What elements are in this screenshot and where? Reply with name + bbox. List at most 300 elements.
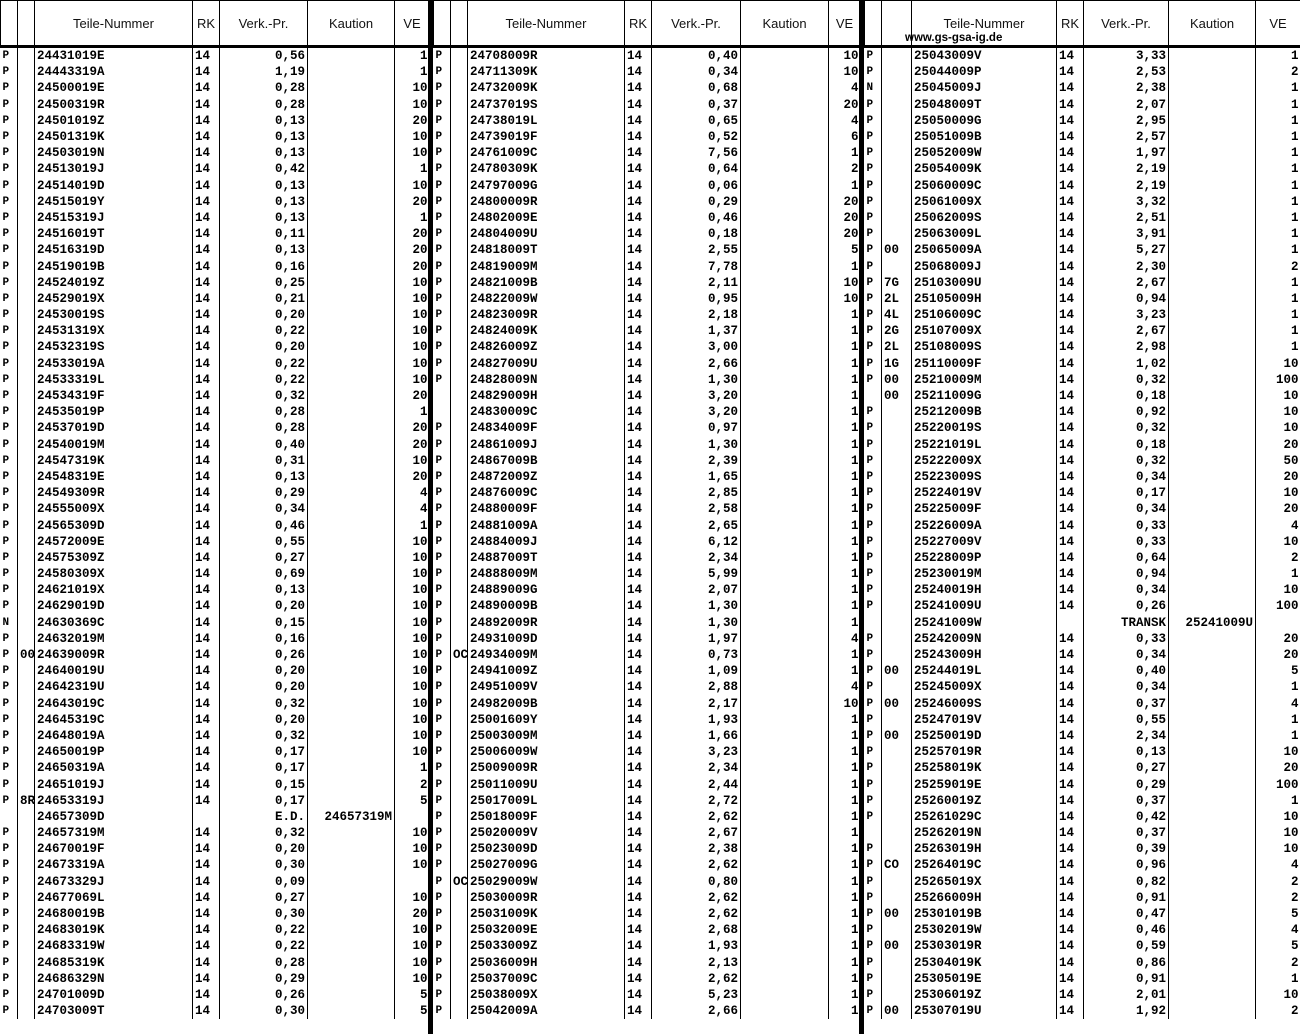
rk-cell: 14 <box>193 598 220 614</box>
rk-cell: 14 <box>193 550 220 566</box>
table-row <box>1 291 430 307</box>
table-row <box>434 356 861 372</box>
subgroup-cell <box>882 64 912 80</box>
price-cell: 0,40 <box>1084 663 1169 679</box>
part-number-cell: 25011009U <box>468 776 625 792</box>
table-row <box>865 388 1300 404</box>
deposit-cell <box>308 47 395 65</box>
column-header-num: Teile-Nummer <box>35 1 193 47</box>
table-row <box>865 760 1300 776</box>
table-row <box>1 906 430 922</box>
flag-cell: P <box>435 924 443 937</box>
pack-unit-cell: 1 <box>829 420 861 436</box>
price-cell: 1,97 <box>652 631 741 647</box>
deposit-cell <box>308 874 395 890</box>
flag-cell: P <box>2 438 10 451</box>
pack-unit-cell: 1 <box>829 1003 861 1019</box>
subgroup-cell <box>18 485 35 501</box>
subgroup-cell <box>18 372 35 388</box>
pack-unit-cell: 1 <box>1256 226 1300 242</box>
flag-cell: P <box>866 341 874 354</box>
rk-cell: 14 <box>1057 955 1084 971</box>
part-number-cell: 25265019X <box>912 874 1057 890</box>
part-number-cell: 24876009C <box>468 485 625 501</box>
price-cell: 0,20 <box>220 712 308 728</box>
table-row <box>1 696 430 712</box>
flag-cell: P <box>435 454 443 467</box>
deposit-cell <box>308 598 395 614</box>
deposit-cell <box>308 258 395 274</box>
flag-cell: P <box>435 665 443 678</box>
flag-cell: P <box>866 908 874 921</box>
rk-cell: 14 <box>1057 776 1084 792</box>
deposit-cell <box>741 874 829 890</box>
part-number-cell: 24580309X <box>35 566 193 582</box>
rk-cell: 14 <box>193 469 220 485</box>
deposit-cell <box>741 728 829 744</box>
subgroup-cell <box>451 275 468 291</box>
subgroup-cell: 2L <box>882 291 912 307</box>
subgroup-cell <box>451 793 468 809</box>
flag-cell: P <box>2 665 10 678</box>
subgroup-cell <box>451 47 468 65</box>
table-row <box>1 47 430 65</box>
price-cell: 0,94 <box>1084 291 1169 307</box>
subgroup-cell: 00 <box>18 647 35 663</box>
flag-cell: P <box>2 859 10 872</box>
deposit-cell <box>741 971 829 987</box>
subgroup-cell <box>18 388 35 404</box>
flag-cell: P <box>435 843 443 856</box>
flag-cell: P <box>435 341 443 354</box>
subgroup-cell <box>18 776 35 792</box>
table-row <box>434 178 861 194</box>
deposit-cell <box>1169 113 1256 129</box>
flag-cell: P <box>2 244 10 257</box>
deposit-cell <box>308 178 395 194</box>
pack-unit-cell: 1 <box>829 809 861 825</box>
pack-unit-cell: 1 <box>829 372 861 388</box>
rk-cell: 14 <box>1057 679 1084 695</box>
subgroup-cell <box>882 955 912 971</box>
subgroup-cell <box>18 356 35 372</box>
table-row <box>865 64 1300 80</box>
table-row <box>865 323 1300 339</box>
part-number-cell: 24934009M <box>468 647 625 663</box>
table-row <box>434 615 861 631</box>
part-number-cell: 25006009W <box>468 744 625 760</box>
pack-unit-cell: 20 <box>1256 469 1300 485</box>
price-cell: 0,06 <box>652 178 741 194</box>
deposit-cell <box>741 744 829 760</box>
flag-cell: P <box>2 147 10 160</box>
part-number-cell: 25305019E <box>912 971 1057 987</box>
price-cell: 0,29 <box>220 485 308 501</box>
deposit-cell <box>1169 534 1256 550</box>
price-cell: 2,85 <box>652 485 741 501</box>
price-table <box>0 0 430 1019</box>
part-number-cell: 24711309K <box>468 64 625 80</box>
deposit-cell <box>741 712 829 728</box>
subgroup-cell <box>882 776 912 792</box>
part-number-cell: 25227009V <box>912 534 1057 550</box>
table-row <box>865 971 1300 987</box>
price-cell: 2,55 <box>652 242 741 258</box>
subgroup-cell <box>18 663 35 679</box>
column-header-flag <box>1 1 18 47</box>
price-cell: 0,20 <box>220 339 308 355</box>
flag-cell: P <box>435 292 443 305</box>
subgroup-cell <box>18 242 35 258</box>
price-cell: 0,13 <box>1084 744 1169 760</box>
price-cell: 0,97 <box>652 420 741 436</box>
subgroup-cell: 00 <box>882 372 912 388</box>
table-row <box>1 404 430 420</box>
price-cell: 0,17 <box>220 793 308 809</box>
part-number-cell: 25037009C <box>468 971 625 987</box>
pack-unit-cell: 10 <box>1256 987 1300 1003</box>
subgroup-cell <box>18 566 35 582</box>
pack-unit-cell: 10 <box>395 80 430 96</box>
deposit-cell <box>1169 938 1256 954</box>
flag-cell: P <box>2 746 10 759</box>
subgroup-cell <box>882 210 912 226</box>
price-list-block-2 <box>433 0 860 1034</box>
part-number-cell: 24797009G <box>468 178 625 194</box>
flag-cell: P <box>866 891 874 904</box>
pack-unit-cell: 6 <box>829 129 861 145</box>
rk-cell: 14 <box>1057 841 1084 857</box>
part-number-cell: 25211009G <box>912 388 1057 404</box>
rk-cell: 14 <box>625 566 652 582</box>
part-number-cell: 24535019P <box>35 404 193 420</box>
subgroup-cell <box>882 566 912 582</box>
deposit-cell <box>1169 469 1256 485</box>
price-cell: 2,34 <box>652 760 741 776</box>
flag-cell: P <box>866 649 874 662</box>
pack-unit-cell: 20 <box>829 226 861 242</box>
pack-unit-cell: 1 <box>829 145 861 161</box>
flag-cell: P <box>866 357 874 370</box>
deposit-cell <box>1169 323 1256 339</box>
table-row <box>434 64 861 80</box>
price-cell: 0,17 <box>220 760 308 776</box>
pack-unit-cell: 1 <box>1256 275 1300 291</box>
flag-cell: P <box>2 908 10 921</box>
deposit-cell <box>1169 987 1256 1003</box>
part-number-cell: 25068009J <box>912 258 1057 274</box>
deposit-cell <box>1169 226 1256 242</box>
table-row <box>1 178 430 194</box>
flag-cell: P <box>866 762 874 775</box>
price-cell: 1,30 <box>652 372 741 388</box>
flag-cell: P <box>435 875 443 888</box>
flag-cell: P <box>2 66 10 79</box>
part-number-cell: 25030009R <box>468 890 625 906</box>
rk-cell: 14 <box>193 679 220 695</box>
pack-unit-cell: 1 <box>829 971 861 987</box>
part-number-cell: 24890009B <box>468 598 625 614</box>
subgroup-cell <box>18 841 35 857</box>
rk-cell: 14 <box>193 161 220 177</box>
deposit-cell <box>308 857 395 873</box>
pack-unit-cell: 10 <box>829 275 861 291</box>
flag-cell: P <box>2 827 10 840</box>
part-number-cell: 25062009S <box>912 210 1057 226</box>
deposit-cell <box>1169 194 1256 210</box>
part-number-cell: 24941009Z <box>468 663 625 679</box>
table-row <box>434 857 861 873</box>
table-row <box>865 485 1300 501</box>
deposit-cell <box>1169 809 1256 825</box>
price-cell: 2,72 <box>652 793 741 809</box>
pack-unit-cell: 10 <box>1256 825 1300 841</box>
price-cell: 2,98 <box>1084 339 1169 355</box>
table-row <box>865 890 1300 906</box>
deposit-cell <box>308 388 395 404</box>
price-cell: 0,80 <box>652 874 741 890</box>
rk-cell: 14 <box>193 922 220 938</box>
flag-cell: P <box>866 66 874 79</box>
subgroup-cell <box>451 760 468 776</box>
rk-cell: 14 <box>625 647 652 663</box>
flag-cell: P <box>866 179 874 192</box>
price-cell: 3,00 <box>652 339 741 355</box>
rk-cell: 14 <box>1057 582 1084 598</box>
table-row <box>434 210 861 226</box>
flag-cell: P <box>2 1005 10 1018</box>
rk-cell <box>1057 615 1084 631</box>
column-header-sub <box>451 1 468 47</box>
pack-unit-cell: 10 <box>395 663 430 679</box>
subgroup-cell <box>18 129 35 145</box>
table-row <box>1 307 430 323</box>
flag-cell: P <box>2 940 10 953</box>
pack-unit-cell: 4 <box>829 80 861 96</box>
part-number-cell: 24642319U <box>35 679 193 695</box>
table-row <box>1 647 430 663</box>
pack-unit-cell: 20 <box>395 906 430 922</box>
subgroup-cell <box>882 534 912 550</box>
rk-cell: 14 <box>193 955 220 971</box>
part-number-cell: 24513019J <box>35 161 193 177</box>
table-row <box>1 161 430 177</box>
deposit-cell <box>741 145 829 161</box>
price-cell: 0,96 <box>1084 857 1169 873</box>
price-cell: 3,20 <box>652 388 741 404</box>
table-row <box>434 275 861 291</box>
price-cell: 7,56 <box>652 145 741 161</box>
deposit-cell <box>1169 291 1256 307</box>
rk-cell: 14 <box>625 906 652 922</box>
subgroup-cell: 00 <box>882 906 912 922</box>
deposit-cell <box>308 307 395 323</box>
part-number-cell: 24515019Y <box>35 194 193 210</box>
flag-cell: P <box>866 568 874 581</box>
part-number-cell: 24800009R <box>468 194 625 210</box>
subgroup-cell <box>18 97 35 113</box>
table-row <box>865 598 1300 614</box>
price-cell: 0,22 <box>220 922 308 938</box>
subgroup-cell <box>882 825 912 841</box>
rk-cell: 14 <box>1057 890 1084 906</box>
part-number-cell: 24677069L <box>35 890 193 906</box>
part-number-cell: 24834009F <box>468 420 625 436</box>
part-number-cell: 25224019V <box>912 485 1057 501</box>
pack-unit-cell: 20 <box>395 420 430 436</box>
flag-cell: P <box>435 50 443 63</box>
rk-cell: 14 <box>625 938 652 954</box>
part-number-cell: 25264019C <box>912 857 1057 873</box>
subgroup-cell <box>451 372 468 388</box>
flag-cell: P <box>866 438 874 451</box>
part-number-cell: 25226009A <box>912 517 1057 533</box>
flag-cell: P <box>2 519 10 532</box>
part-number-cell: 25266009H <box>912 890 1057 906</box>
pack-unit-cell: 2 <box>395 776 430 792</box>
table-row <box>865 776 1300 792</box>
price-cell: 0,20 <box>220 679 308 695</box>
price-cell: 0,17 <box>1084 485 1169 501</box>
table-row <box>865 258 1300 274</box>
deposit-cell <box>741 857 829 873</box>
table-row <box>1 242 430 258</box>
flag-cell: P <box>2 50 10 63</box>
column-header-num: Teile-Nummer <box>912 1 1057 47</box>
price-cell: 0,32 <box>1084 372 1169 388</box>
rk-cell: 14 <box>625 679 652 695</box>
rk-cell: 14 <box>1057 97 1084 113</box>
rk-cell: 14 <box>625 744 652 760</box>
subgroup-cell <box>451 129 468 145</box>
flag-cell: P <box>435 211 443 224</box>
rk-cell: 14 <box>625 64 652 80</box>
pack-unit-cell: 10 <box>395 679 430 695</box>
part-number-cell: 24824009K <box>468 323 625 339</box>
deposit-cell <box>741 1003 829 1019</box>
pack-unit-cell: 1 <box>829 744 861 760</box>
price-cell: 3,32 <box>1084 194 1169 210</box>
part-number-cell: 25242009N <box>912 631 1057 647</box>
price-cell: 0,13 <box>220 242 308 258</box>
subgroup-cell <box>451 776 468 792</box>
flag-cell: P <box>2 195 10 208</box>
flag-cell: P <box>435 487 443 500</box>
subgroup-cell <box>451 663 468 679</box>
price-cell: 0,28 <box>220 955 308 971</box>
table-row <box>434 712 861 728</box>
part-number-cell: 24648019A <box>35 728 193 744</box>
flag-cell: P <box>435 373 443 386</box>
part-number-cell: 24887009T <box>468 550 625 566</box>
table-row <box>1 226 430 242</box>
price-cell: 0,37 <box>1084 825 1169 841</box>
rk-cell: 14 <box>193 517 220 533</box>
pack-unit-cell: 100 <box>1256 372 1300 388</box>
price-cell: 0,33 <box>1084 534 1169 550</box>
flag-cell: P <box>2 713 10 726</box>
pack-unit-cell: 1 <box>829 906 861 922</box>
price-cell: 0,55 <box>1084 712 1169 728</box>
flag-cell: P <box>2 276 10 289</box>
flag-cell: P <box>2 584 10 597</box>
table-row <box>865 906 1300 922</box>
rk-cell: 14 <box>625 890 652 906</box>
table-row <box>434 631 861 647</box>
part-number-cell: 25244019L <box>912 663 1057 679</box>
flag-cell: P <box>435 551 443 564</box>
rk-cell: 14 <box>625 874 652 890</box>
flag-cell: P <box>435 649 443 662</box>
subgroup-cell <box>451 178 468 194</box>
part-number-cell: 25241009U <box>912 598 1057 614</box>
part-number-cell: 24686329N <box>35 971 193 987</box>
subgroup-cell <box>18 712 35 728</box>
rk-cell: 14 <box>1057 728 1084 744</box>
pack-unit-cell: 1 <box>1256 728 1300 744</box>
subgroup-cell <box>451 323 468 339</box>
part-number-cell: 25107009X <box>912 323 1057 339</box>
part-number-cell: 24703009T <box>35 1003 193 1019</box>
rk-cell: 14 <box>625 258 652 274</box>
deposit-cell <box>1169 145 1256 161</box>
rk-cell: 14 <box>625 129 652 145</box>
part-number-cell: 25060009C <box>912 178 1057 194</box>
table-row <box>434 890 861 906</box>
pack-unit-cell: 1 <box>1256 291 1300 307</box>
deposit-cell <box>1169 388 1256 404</box>
deposit-cell <box>741 760 829 776</box>
deposit-cell <box>308 971 395 987</box>
table-row <box>434 971 861 987</box>
price-cell: 0,33 <box>1084 631 1169 647</box>
price-cell: 0,65 <box>652 113 741 129</box>
part-number-cell: 25029009W <box>468 874 625 890</box>
deposit-cell <box>308 194 395 210</box>
price-cell: 2,67 <box>652 825 741 841</box>
rk-cell: 14 <box>193 437 220 453</box>
table-row <box>865 453 1300 469</box>
rk-cell: 14 <box>1057 534 1084 550</box>
part-number-cell: 25009009R <box>468 760 625 776</box>
flag-cell: P <box>2 487 10 500</box>
rk-cell: 14 <box>193 420 220 436</box>
price-cell: 3,91 <box>1084 226 1169 242</box>
part-number-cell: 24888009M <box>468 566 625 582</box>
table-row <box>434 323 861 339</box>
pack-unit-cell: 10 <box>395 825 430 841</box>
subgroup-cell <box>882 258 912 274</box>
part-number-cell: 24549309R <box>35 485 193 501</box>
pack-unit-cell: 1 <box>395 64 430 80</box>
flag-cell: P <box>2 373 10 386</box>
table-row <box>434 97 861 113</box>
rk-cell: 14 <box>193 744 220 760</box>
table-row <box>434 679 861 695</box>
deposit-cell <box>1169 728 1256 744</box>
price-cell: 2,34 <box>1084 728 1169 744</box>
rk-cell: 14 <box>625 47 652 65</box>
price-cell: 2,07 <box>652 582 741 598</box>
rk-cell: 14 <box>625 469 652 485</box>
deposit-cell <box>741 388 829 404</box>
rk-cell: 14 <box>1057 631 1084 647</box>
part-number-cell: 24826009Z <box>468 339 625 355</box>
pack-unit-cell: 10 <box>395 307 430 323</box>
subgroup-cell <box>18 161 35 177</box>
deposit-cell <box>308 469 395 485</box>
rk-cell: 14 <box>625 339 652 355</box>
